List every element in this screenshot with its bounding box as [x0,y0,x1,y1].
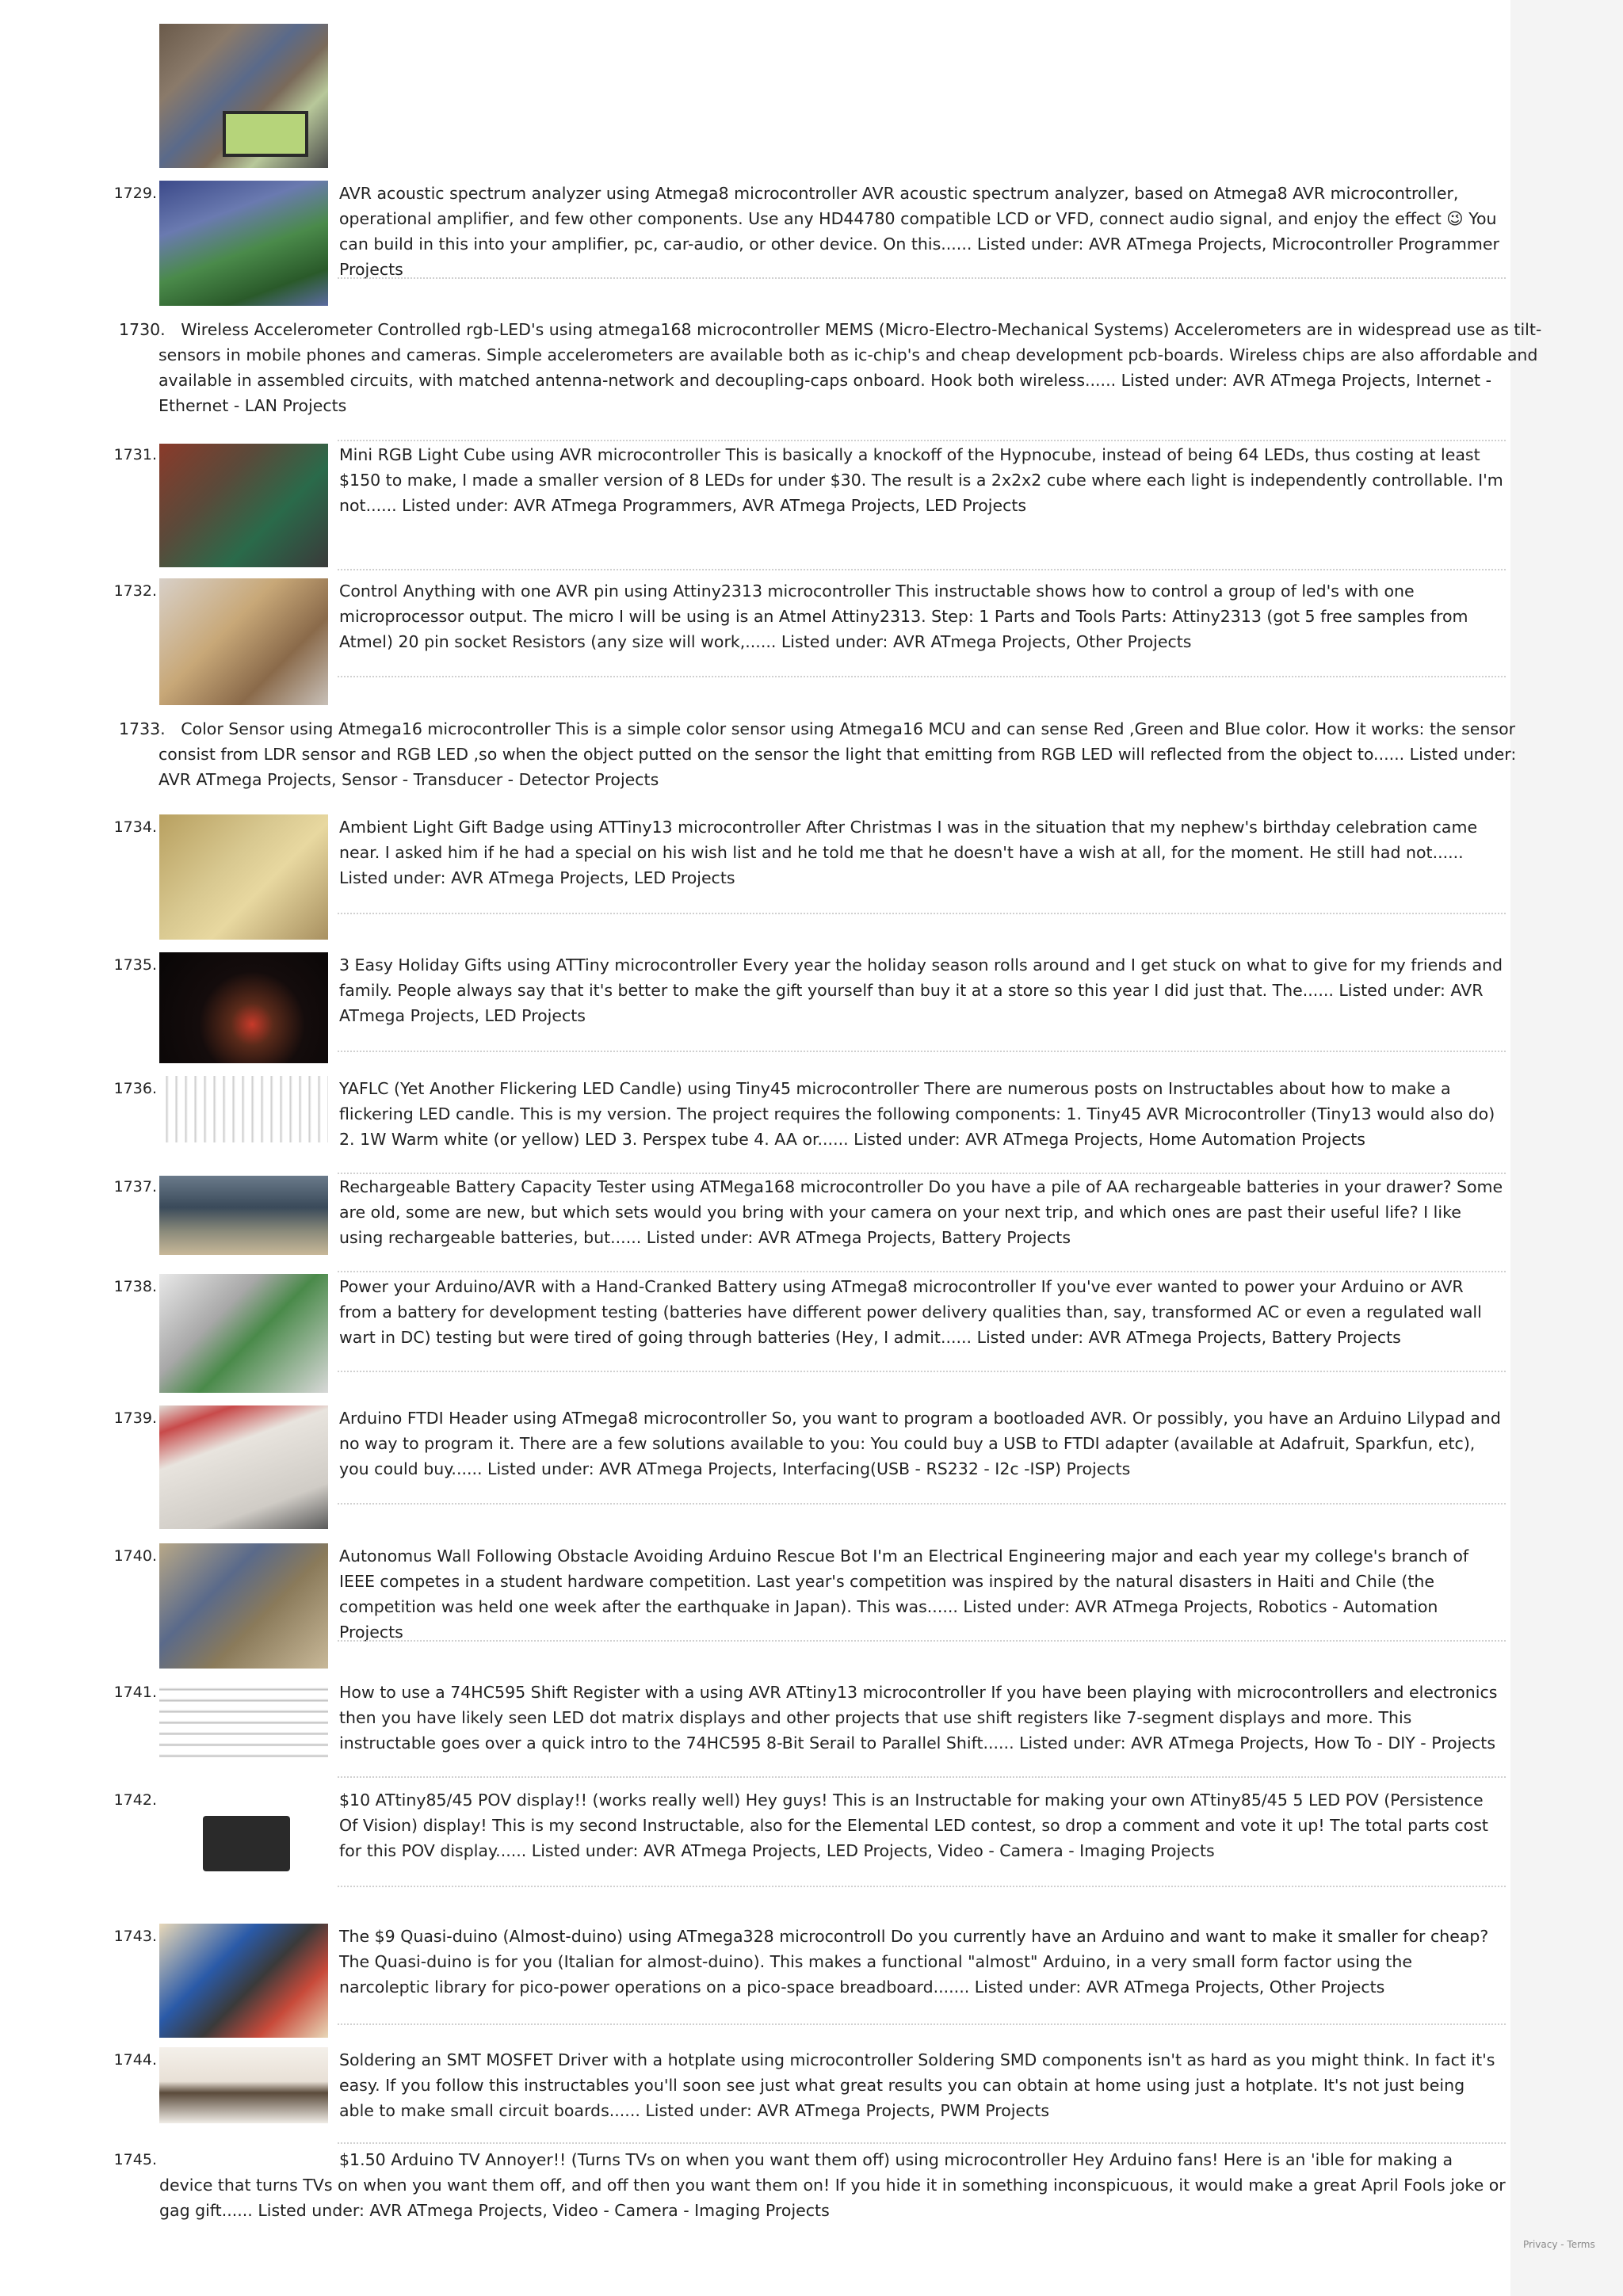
entry-description[interactable]: The $9 Quasi-duino (Almost-duino) using ATmega328 microcontroll Do you currently have an Arduino and want to make it smaller for cheap? The Quasi-duino is for you (Italian for almost-duino). This makes a functional "almost" Arduino, in a very small form factor using the narcoleptic library for pico-power operations on a pico-space breadboard....... Listed under: AVR ATmega Projects, Other Projects [339,1927,1489,1997]
thumbnail-rgb-cube[interactable] [159,444,328,567]
thumbnail-quasi-duino[interactable] [159,1924,328,2038]
entry-divider [338,440,1506,441]
thumbnail-gift-badge[interactable] [159,814,328,940]
entry-number: 1743. [113,1928,157,1945]
entry-text: Wireless Accelerometer Controlled rgb-LED's using atmega168 microcontroller MEMS (Micro-Electro-Mechanical Systems) Accelerometers are in widespread use as tilt-sensors in mobile phones and cameras. Simple accelerometers are available both as ic-chip's and cheap development pcb-boards. Wireless chips are also affordable and available in assembled circuits, with matched antenna-network and decoupling-caps onboard. Hook both wireless...... Listed under: AVR ATmega Projects, Internet - Ethernet - LAN Projects [158,320,1542,415]
entry-number: 1734. [113,818,157,836]
entry-number: 1735. [113,956,157,974]
entry-description[interactable]: Ambient Light Gift Badge using ATTiny13 microcontroller After Christmas I was in the situation that my nephew's birthday celebration came near. I asked him if he had a special on his wish list and he told me that he doesn't have a wish at all, for the moment. He still had not...... Listed under: AVR ATmega Projects, LED Projects [339,818,1478,887]
entry-description[interactable]: $10 ATtiny85/45 POV display!! (works really well) Hey guys! This is an Instructable for making your own ATtiny85/45 5 LED POV (Persistence Of Vision) display! This is my second Instructable, also for the Elemental LED contest, so drop a comment and vote it up! The total parts cost for this POV display...... Listed under: AVR ATmega Projects, LED Projects, Video - Camera - Imaging Projects [339,1791,1488,1860]
entry-description[interactable]: 3 Easy Holiday Gifts using ATTiny microcontroller Every year the holiday season rolls around and I get stuck on what to give for my friends and family. People always say that it's better to make the gift yourself than buy it at a store so this year I did just that. The...... Listed under: AVR ATmega Projects, LED Projects [339,955,1503,1025]
thumbnail-attiny2313-board[interactable] [159,578,328,705]
entry-description[interactable]: Control Anything with one AVR pin using Attiny2313 microcontroller This instructable shows how to control a group of led's with one microprocessor output. The micro I will be using is an Atmel Attiny2313. Step: 1 Parts and Tools Parts: Attiny2313 (got 5 free samples from Atmel) 20 pin socket Resistors (any size will work,...... Listed under: AVR ATmega Projects, Other Projects [339,582,1468,651]
entry-description[interactable]: Soldering an SMT MOSFET Driver with a hotplate using microcontroller Soldering SMD components isn't as hard as you might think. In fact it's easy. If you follow this instructables you'll soon see just what great results you can obtain at home using just a hotplate. It's not just being able to make small circuit boards...... Listed under: AVR ATmega Projects, PWM Projects [339,2050,1495,2120]
entry-divider [338,1371,1506,1372]
entry-number: 1736. [113,1080,157,1097]
thumbnail-flickering-candle[interactable] [159,1076,328,1142]
entry-number: 1732. [113,582,157,600]
entry-description[interactable]: AVR acoustic spectrum analyzer using Atmega8 microcontroller AVR acoustic spectrum analyzer, based on Atmega8 AVR microcontroller, operational amplifier, and few other components. Use any HD44780 compatible LCD or VFD, connect audio signal, and enjoy the effect 😉 You can build in this into your amplifier, pc, car-audio, or other device. On this...... Listed under: AVR ATmega Projects, Microcontroller Programmer Projects [339,184,1499,279]
entry-divider [338,2142,1506,2144]
thumbnail-rescue-bot[interactable] [159,1543,328,1669]
entry-divider [338,1776,1506,1778]
entry-divider [338,2023,1506,2025]
entry-number: 1742. [113,1791,157,1809]
entry-divider [338,569,1506,570]
entry-number: 1739. [113,1409,157,1427]
entry-description[interactable]: $1.50 Arduino TV Annoyer!! (Turns TVs on when you want them off) using microcontroller Hey Arduino fans! Here is an 'ible for making a device that turns TVs on when you want them off, and off then you want them on! If you hide it in something inconspicuous, it would make a great April Fools joke or gag gift...... Listed under: AVR ATmega Projects, Video - Camera - Imaging Projects [159,2150,1506,2220]
entry-number: 1730. [119,320,166,339]
entry-number: 1745. [113,2151,157,2168]
entry-number: 1729. [113,185,157,202]
entry-description[interactable]: Mini RGB Light Cube using AVR microcontroller This is basically a knockoff of the Hypnocube, instead of being 64 LEDs, thus costing at least $150 to make, I made a smaller version of 8 LEDs for under $30. The result is a 2x2x2 cube where each light is independently controllable. I'm not...... Listed under: AVR ATmega Programmers, AVR ATmega Projects, LED Projects [339,445,1503,515]
entry-number: 1744. [113,2051,157,2069]
entry-divider [338,1503,1506,1505]
entry-number: 1733. [119,719,166,738]
entry-description[interactable]: Arduino FTDI Header using ATmega8 microcontroller So, you want to program a bootloaded AVR. Or possibly, you have an Arduino Lilypad and no way to program it. There are a few solutions available to you: You could buy a USB to FTDI adapter (available at Adafruit, Sparkfun, etc), you could buy...... Listed under: AVR ATmega Projects, Interfacing(USB - RS232 - I2c -ISP) Projects [339,1409,1501,1478]
ic-chip-icon [203,1816,290,1871]
entry-number: 1738. [113,1278,157,1295]
entry-text: Color Sensor using Atmega16 microcontroller This is a simple color sensor using Atmega16 MCU and can sense Red ,Green and Blue color. How it works: the sensor consist from LDR sensor and RGB LED ,so when the object putted on the sensor the light that emitting from RGB LED will reflected from the object to...... Listed under: AVR ATmega Projects, Sensor - Transducer - Detector Projects [158,719,1517,789]
thumbnail-battery-tester[interactable] [159,1176,328,1255]
entry-divider [338,1051,1506,1052]
entry-divider [338,1271,1506,1272]
entry-description[interactable]: Power your Arduino/AVR with a Hand-Cranked Battery using ATmega8 microcontroller If you've ever wanted to power your Arduino or AVR from a battery for development testing (batteries have different power delivery qualities than, say, transformed AC or even a regulated wall wart in DC) testing but were tired of going through batteries (Hey, I admit...... Listed under: AVR ATmega Projects, Battery Projects [339,1277,1482,1347]
entry-description[interactable] [119,716,1545,792]
entry-divider [338,676,1506,677]
entry-divider [338,913,1506,914]
entry-number: 1741. [113,1684,157,1701]
entry-divider [338,1640,1506,1642]
thumbnail-ftdi-header[interactable] [159,1405,328,1529]
entry-description[interactable] [119,317,1545,418]
privacy-terms-link[interactable]: Privacy - Terms [1523,2239,1595,2250]
thumbnail-smt-mosfet[interactable] [159,2047,328,2123]
entry-number: 1731. [113,446,157,463]
entry-number: 1740. [113,1547,157,1565]
thumbnail-hand-crank-battery[interactable] [159,1274,328,1393]
entry-divider [338,1886,1506,1887]
entry-description[interactable]: How to use a 74HC595 Shift Register with a using AVR ATtiny13 microcontroller If you have been playing with microcontrollers and electronics then you have likely seen LED dot matrix displays and other projects that use shift registers like 7-segment displays and more. This instructable goes over a quick intro to the 74HC595 8-Bit Serail to Parallel Shift...... Listed under: AVR ATmega Projects, How To - DIY - Projects [339,1683,1498,1753]
thumbnail-shift-register-schematic[interactable] [159,1680,328,1765]
entry-description[interactable]: YAFLC (Yet Another Flickering LED Candle) using Tiny45 microcontroller There are numerous posts on Instructables about how to make a flickering LED candle. This is my version. The project requires the following components: 1. Tiny45 AVR Microcontroller (Tiny13 would also do) 2. 1W Warm white (or yellow) LED 3. Perspex tube 4. AA or...... Listed under: AVR ATmega Projects, Home Automation Projects [339,1079,1495,1149]
thumbnail-holiday-gifts[interactable] [159,952,328,1063]
entry-divider [338,277,1506,279]
entry-description[interactable]: Autonomus Wall Following Obstacle Avoiding Arduino Rescue Bot I'm an Electrical Engineering major and each year my college's branch of IEEE competes in a student hardware competition. Last year's competition was inspired by the natural disasters in Haiti and Chile (the competition was held one week after the earthquake in Japan). This was...... Listed under: AVR ATmega Projects, Robotics - Automation Projects [339,1547,1469,1642]
thumbnail-spectrum-analyzer[interactable] [159,181,328,306]
entry-description[interactable]: Rechargeable Battery Capacity Tester using ATMega168 microcontroller Do you have a pile of AA rechargeable batteries in your drawer? Some are old, some are new, but which sets would you bring with your camera on your next trip, and which ones are past their useful life? I like using rechargeable batteries, but...... Listed under: AVR ATmega Projects, Battery Projects [339,1177,1503,1247]
thumbnail-pov-display[interactable] [159,1792,328,1911]
thumbnail-spectrum-analyzer-top[interactable] [159,24,328,168]
entry-number: 1737. [113,1178,157,1196]
